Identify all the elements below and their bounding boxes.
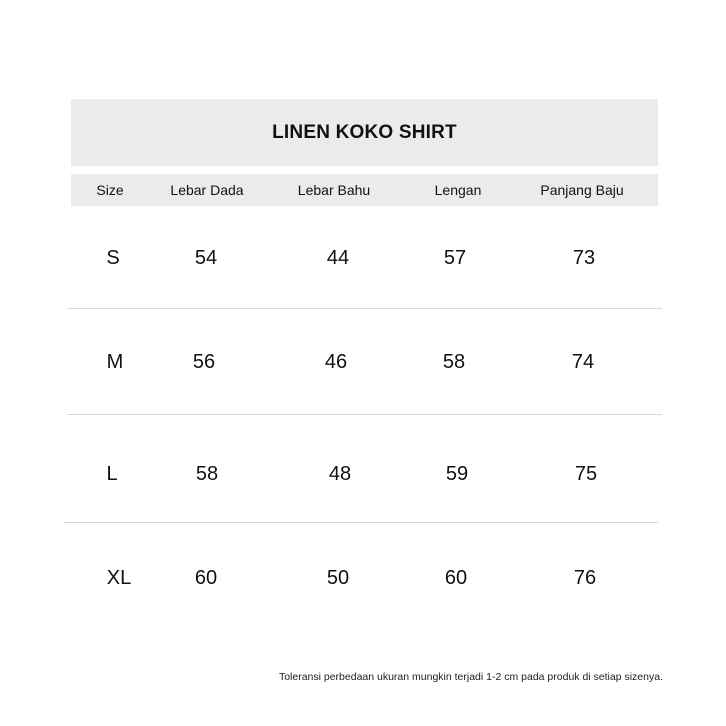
lebar-bahu-cell: 44 <box>326 247 350 269</box>
size-cell: S <box>106 247 120 269</box>
row-divider <box>67 414 662 415</box>
lebar-bahu-cell: 50 <box>326 567 350 589</box>
lebar-bahu-cell: 48 <box>328 463 352 485</box>
column-header-lebar-dada: Lebar Dada <box>170 182 244 198</box>
column-header-panjang-baju: Panjang Baju <box>540 182 624 198</box>
lengan-cell: 59 <box>445 463 469 485</box>
lengan-cell: 57 <box>443 247 467 269</box>
size-chart-title: LINEN KOKO SHIRT <box>272 121 457 143</box>
table-row <box>0 558 726 598</box>
panjang-baju-cell: 76 <box>573 567 597 589</box>
lebar-dada-cell: 56 <box>192 351 216 373</box>
column-header-size: Size <box>96 182 124 198</box>
table-row <box>0 454 726 494</box>
panjang-baju-cell: 73 <box>572 247 596 269</box>
size-cell: L <box>106 463 118 485</box>
size-cell: M <box>106 351 124 373</box>
column-header-lebar-bahu: Lebar Bahu <box>297 182 371 198</box>
table-header <box>71 174 658 206</box>
size-cell: XL <box>106 567 132 589</box>
lebar-bahu-cell: 46 <box>324 351 348 373</box>
row-divider <box>63 522 658 523</box>
lengan-cell: 60 <box>444 567 468 589</box>
panjang-baju-cell: 75 <box>574 463 598 485</box>
table-row <box>0 238 726 278</box>
lebar-dada-cell: 58 <box>195 463 219 485</box>
lengan-cell: 58 <box>442 351 466 373</box>
lebar-dada-cell: 60 <box>194 567 218 589</box>
size-tolerance-note: Toleransi perbedaan ukuran mungkin terjadi 1-2 cm pada produk di setiap sizenya. <box>278 671 663 683</box>
column-header-lengan: Lengan <box>434 182 482 198</box>
panjang-baju-cell: 74 <box>571 351 595 373</box>
lebar-dada-cell: 54 <box>194 247 218 269</box>
row-divider <box>67 308 662 309</box>
size-chart-title-bar <box>71 99 658 166</box>
table-row <box>0 342 726 382</box>
